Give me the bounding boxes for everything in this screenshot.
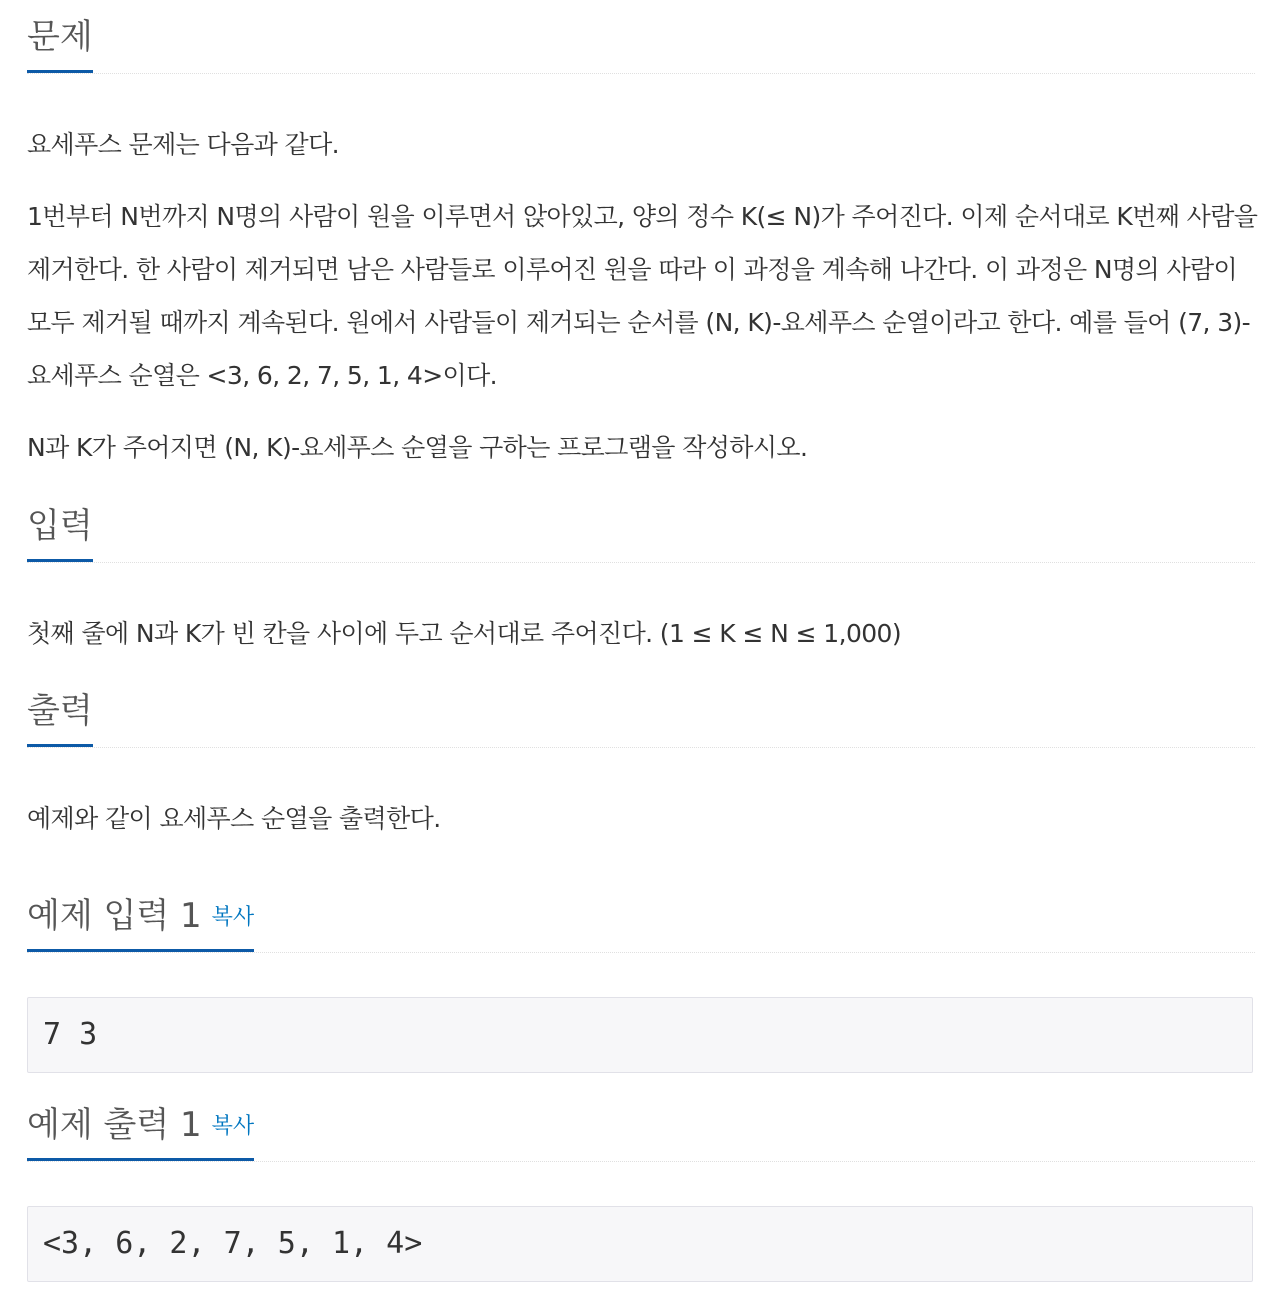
sample-output-section — [27, 1105, 1255, 1162]
sample-output-title-text: 예제 출력 1 — [27, 1105, 202, 1145]
output-section — [27, 691, 1255, 748]
sample-input-headline — [27, 896, 1255, 953]
problem-paragraph-1: 요세푸스 문제는 다음과 같다. — [27, 130, 339, 159]
sample-output-headline — [27, 1105, 1255, 1162]
problem-paragraph-3: N과 K가 주어지면 (N, K)-요세푸스 순열을 구하는 프로그램을 작성하시오. — [27, 433, 808, 462]
sample-output-copy-link[interactable]: 복사 — [211, 1114, 255, 1139]
sample-output-box[interactable]: <3, 6, 2, 7, 5, 1, 4> — [27, 1206, 1253, 1282]
input-section — [27, 506, 1255, 563]
sample-input-copy-link[interactable]: 복사 — [211, 905, 255, 930]
problem-section — [27, 17, 1255, 74]
output-title: 출력 — [27, 694, 93, 747]
problem-title: 문제 — [27, 20, 93, 73]
sample-input-box[interactable]: 7 3 — [27, 997, 1253, 1073]
output-headline — [27, 691, 1255, 748]
input-headline — [27, 506, 1255, 563]
sample-input-title-text: 예제 입력 1 — [27, 896, 202, 936]
sample-output-title — [27, 1105, 255, 1161]
input-title: 입력 — [27, 509, 93, 562]
problem-paragraph-2: 1번부터 N번까지 N명의 사람이 원을 이루면서 앉아있고, 양의 정수 K(≤ N)가 주어진다. 이제 순서대로 K번째 사람을 제거한다. 한 사람이 제거되면 남은 사람들로 이루어진 원을 따라 이 과정을 계속해 나간다. 이 과정은 N명의 사람이 모두 제거될 때까지 계속된다. 원에서 사람들이 제거되는 순서를 (N, K)-요세푸스 순열이라고 한다. 예를 들어 (7, 3)-요세푸스 순열은 <3, 6, 2, 7, 5, 1, 4>이다. — [27, 202, 1258, 390]
input-description: 첫째 줄에 N과 K가 빈 칸을 사이에 두고 순서대로 주어진다. (1 ≤ K ≤ N ≤ 1,000) — [27, 619, 902, 648]
sample-input-section — [27, 896, 1255, 953]
output-description: 예제와 같이 요세푸스 순열을 출력한다. — [27, 804, 441, 833]
problem-headline — [27, 17, 1255, 74]
sample-input-title — [27, 896, 255, 952]
